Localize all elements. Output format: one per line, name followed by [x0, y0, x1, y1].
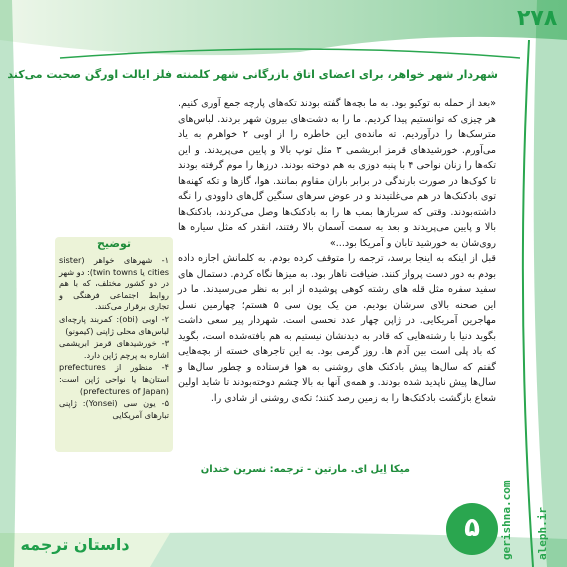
footnote-item: ۲- اوبی (obi): کمربند پارچه‌ای لباس‌های محلی ژاپنی (کیمونو) — [59, 313, 170, 336]
section-label: داستان ترجمه — [20, 535, 130, 554]
footnotes-box — [55, 237, 173, 452]
footnote-item: ۴- منظور از prefectures استان‌ها یا نواحی ژاپن است: (prefectures of Japan) — [59, 362, 169, 396]
footnotes-list — [59, 255, 169, 422]
footnote-item: ۳- خورشیدهای قرمز ابریشمی اشاره به پرچم ژاپن دارد. — [59, 338, 169, 360]
left-border — [0, 0, 60, 567]
article-title: شهردار شهر خواهر، برای اعضای اتاق بازرگانی شهر کلمنته فلز ایالت اورگن صحبت می‌کند — [7, 68, 498, 81]
page-number: ۲۷۸ — [517, 6, 558, 31]
footnote-item: ۵- یون سی (Yonsei): ژاپنی تبارهای آمریکایی — [59, 398, 169, 420]
footnotes-title: توضیح — [96, 237, 132, 250]
section-number-badge: ۵ — [446, 503, 498, 555]
author-translator-byline: میکا اِیل ای‌. مارتین - ترجمه: نسرین خندان — [200, 464, 410, 475]
article-body — [178, 96, 496, 488]
side-url-aleph[interactable]: aleph.ir — [536, 507, 549, 560]
side-url-gerishna[interactable]: gerishna.com — [500, 480, 513, 560]
body-paragraph: قبل از اینکه به اینجا برسد، ترجمه را متوقف کرده بودم. به کلمانش اجازه داده بودم به دور دست پرواز کنند. ضیافت ناهار بود. به میزها نگاه کردم. دستمال های سفید سفره مثل قله های رشته کوهی پوشیده از ابر به نظر می‌رسیدند. ما در این صحنه بالای سرشان بودیم. من یک یون سی ۵ هستم؛ چهارمین نسل مهاجرین آمریکایی. در ژاپن چهار عدد نحسی است. شهردار پیر سعی داشت بگوید دنیا با رشته‌هایی که قادر به دیدنشان نیستیم به هم بافته‌شده است، بگوید که باد پلی است بین آدم ها. روز گرمی بود. به این تاجرهای خسته از بچه‌هایی گفتم که سال‌ها پیش بادکنک های روشنی به هوا فرستاده و چطور سال‌ها و سال‌ها پیش ناپدید شده بودند. و همه‌ی آنها به بالا چشم دوخته‌بودند تا شاید اولین شعاع بازگشت بادکنک‌ها را به زمین رصد کنند؛ تکه‌ی روشنی از شادی را. — [178, 253, 496, 404]
right-decorative-band — [507, 0, 567, 567]
footnote-item: ۱- شهرهای خواهر (sister cities یا twin towns): دو شهر در دو کشور مختلف، که با هم روابط اجتماعی فرهنگی و تجاری برقرار می‌کنند. — [59, 255, 170, 312]
top-decorative-band — [0, 0, 567, 62]
body-paragraph: «بعد از حمله به توکیو بود. به ما بچه‌ها گفته بودند تکه‌های پارچه جمع آوری کنیم. هر چیزی که توانستیم پیدا کردیم. ما را به دشت‌های بیرون شهر بردند. لباس‌های مترسک‌ها را درآوردیم. ته مانده‌ی این خاطره را از اوبی ۲ خواهرم به یاد می‌آورم. خورشیدهای قرمز ابریشمی ۳ مثل توپ بالا و پایین می‌پریدند. و این تکه‌ها را زنان نواحی ۴ با پنبه دوزی به هم دوخته بودند. درزها را موم گرفته بودند تا کوک‌ها در صورت بارندگی در برابر باران مقاوم بمانند. هوا، گازها و تکه کهنه‌ها توی بادکنک‌ها در هم می‌غلتیدند و در عوض سرهای سنگین گل‌های داوودی را نگه داشته‌بودند. وقتی که سربازها بمب ها را به بادکنک‌ها وصل می‌کردند، بادکنک‌ها بالا و پایین می‌پریدند و بعد به سمت آسمان بالا رفتند، انقدر که مثل سیاره ها روی‌شان به خورشید تابان و آمریکا بود...» — [178, 98, 496, 249]
